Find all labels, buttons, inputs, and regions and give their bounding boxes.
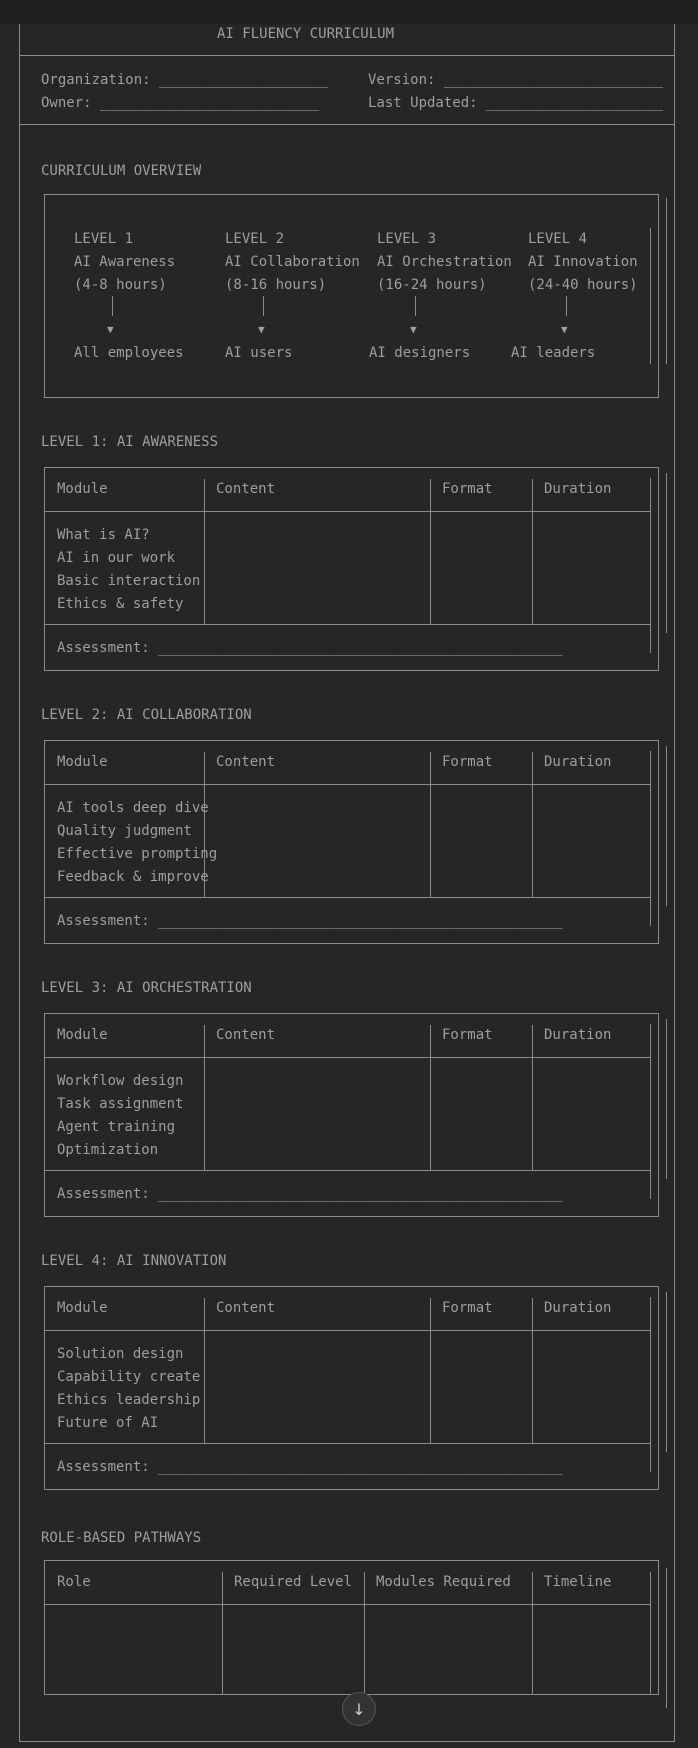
pathways-col-divider-1 bbox=[222, 1572, 223, 1694]
level-3-header-format: Format bbox=[442, 1027, 493, 1043]
owner-field: Owner: __________________________ bbox=[41, 95, 320, 111]
document-title: AI FLUENCY CURRICULUM bbox=[217, 26, 395, 42]
level-2-inner-rail bbox=[650, 751, 651, 926]
top-strip bbox=[0, 0, 698, 24]
level-4-hours: (24-40 hours) bbox=[528, 277, 638, 293]
level-2-label: LEVEL 2 bbox=[225, 231, 285, 247]
overview-inner-rail bbox=[650, 228, 651, 364]
level-3-hours: (16-24 hours) bbox=[377, 277, 487, 293]
level-2-col-divider-2 bbox=[430, 752, 431, 897]
level-3-col-divider-1 bbox=[204, 1025, 205, 1170]
level-3-inner-rail bbox=[650, 1024, 651, 1199]
level-4-header-divider bbox=[44, 1330, 650, 1331]
level-1-label: LEVEL 1 bbox=[74, 231, 134, 247]
level-3-module-row: Task assignment bbox=[57, 1096, 184, 1112]
level-2-module-row: Feedback & improve bbox=[57, 869, 209, 885]
level-2-assessment: Assessment: ________________________________________________ bbox=[57, 913, 563, 929]
pathways-header-required-level: Required Level bbox=[234, 1574, 353, 1590]
pathways-col-divider-2 bbox=[364, 1572, 365, 1694]
level-4-audience: AI leaders bbox=[511, 345, 596, 361]
level-4-label: LEVEL 4 bbox=[528, 231, 588, 247]
level-3-module-row: Workflow design bbox=[57, 1073, 184, 1089]
pathways-header-role: Role bbox=[57, 1574, 91, 1590]
header-divider bbox=[19, 124, 675, 125]
pathways-col-divider-3 bbox=[532, 1572, 533, 1694]
level-4-assessment-divider bbox=[44, 1443, 650, 1444]
level-1-header-content: Content bbox=[216, 481, 276, 497]
level-1-heading: LEVEL 1: AI AWARENESS bbox=[41, 434, 219, 450]
level-1-hours: (4-8 hours) bbox=[74, 277, 167, 293]
level-1-right-rail bbox=[666, 473, 667, 633]
level-3-header-content: Content bbox=[216, 1027, 276, 1043]
level-1-module-row: Basic interaction bbox=[57, 573, 201, 589]
level-1-col-divider-3 bbox=[532, 479, 533, 624]
level-2-arrow-icon: ▼ bbox=[258, 323, 265, 336]
level-4-col-divider-3 bbox=[532, 1298, 533, 1443]
level-4-assessment: Assessment: ________________________________________________ bbox=[57, 1459, 563, 1475]
level-2-module-row: Quality judgment bbox=[57, 823, 192, 839]
level-1-header-duration: Duration bbox=[544, 481, 612, 497]
title-divider bbox=[19, 55, 675, 56]
level-4-header-duration: Duration bbox=[544, 1300, 612, 1316]
level-4-module-row: Future of AI bbox=[57, 1415, 159, 1431]
level-1-inner-rail bbox=[650, 478, 651, 653]
level-4-inner-rail bbox=[650, 1297, 651, 1472]
level-1-name: AI Awareness bbox=[74, 254, 176, 270]
level-4-connector bbox=[566, 296, 567, 316]
level-4-module-row: Solution design bbox=[57, 1346, 184, 1362]
level-2-col-divider-3 bbox=[532, 752, 533, 897]
level-1-assessment: Assessment: ________________________________________________ bbox=[57, 640, 563, 656]
outer-bottom-border bbox=[19, 1741, 675, 1742]
pathways-header-divider bbox=[44, 1604, 650, 1605]
level-1-connector bbox=[112, 296, 113, 316]
level-1-module-row: AI in our work bbox=[57, 550, 176, 566]
pathways-heading: ROLE-BASED PATHWAYS bbox=[41, 1530, 202, 1546]
level-1-col-divider-1 bbox=[204, 479, 205, 624]
level-3-col-divider-3 bbox=[532, 1025, 533, 1170]
level-3-right-rail bbox=[666, 1019, 667, 1179]
level-3-heading: LEVEL 3: AI ORCHESTRATION bbox=[41, 980, 252, 996]
level-2-right-rail bbox=[666, 746, 667, 906]
level-4-arrow-icon: ▼ bbox=[561, 323, 568, 336]
level-3-name: AI Orchestration bbox=[377, 254, 512, 270]
level-3-header-divider bbox=[44, 1057, 650, 1058]
level-4-col-divider-2 bbox=[430, 1298, 431, 1443]
outer-left-border bbox=[19, 24, 20, 1742]
level-2-assessment-divider bbox=[44, 897, 650, 898]
organization-field: Organization: ____________________ bbox=[41, 72, 328, 88]
overview-right-rail bbox=[666, 198, 667, 364]
level-2-name: AI Collaboration bbox=[225, 254, 360, 270]
level-1-col-divider-2 bbox=[430, 479, 431, 624]
level-1-module-row: Ethics & safety bbox=[57, 596, 184, 612]
level-4-header-format: Format bbox=[442, 1300, 493, 1316]
level-2-connector bbox=[263, 296, 264, 316]
level-2-header-format: Format bbox=[442, 754, 493, 770]
level-2-heading: LEVEL 2: AI COLLABORATION bbox=[41, 707, 252, 723]
level-3-connector bbox=[415, 296, 416, 316]
level-4-right-rail bbox=[666, 1292, 667, 1452]
level-1-header-format: Format bbox=[442, 481, 493, 497]
overview-heading: CURRICULUM OVERVIEW bbox=[41, 163, 202, 179]
level-4-col-divider-1 bbox=[204, 1298, 205, 1443]
outer-right-border bbox=[674, 24, 675, 1742]
pathways-header-modules-required: Modules Required bbox=[376, 1574, 511, 1590]
level-4-name: AI Innovation bbox=[528, 254, 638, 270]
level-2-hours: (8-16 hours) bbox=[225, 277, 327, 293]
scroll-down-button[interactable] bbox=[342, 1692, 376, 1726]
level-4-module-row: Capability create bbox=[57, 1369, 201, 1385]
level-2-module-row: AI tools deep dive bbox=[57, 800, 209, 816]
level-2-audience: AI users bbox=[225, 345, 293, 361]
level-2-header-duration: Duration bbox=[544, 754, 612, 770]
level-2-module-row: Effective prompting bbox=[57, 846, 218, 862]
arrow-down-icon: ↓ bbox=[352, 1699, 366, 1719]
level-3-col-divider-2 bbox=[430, 1025, 431, 1170]
level-1-module-row: What is AI? bbox=[57, 527, 150, 543]
level-1-header-divider bbox=[44, 511, 650, 512]
level-4-header-content: Content bbox=[216, 1300, 276, 1316]
level-2-header-content: Content bbox=[216, 754, 276, 770]
level-3-label: LEVEL 3 bbox=[377, 231, 437, 247]
level-4-heading: LEVEL 4: AI INNOVATION bbox=[41, 1253, 227, 1269]
level-2-header-divider bbox=[44, 784, 650, 785]
pathways-header-timeline: Timeline bbox=[544, 1574, 612, 1590]
level-4-header-module: Module bbox=[57, 1300, 108, 1316]
level-1-assessment-divider bbox=[44, 624, 650, 625]
level-3-audience: AI designers bbox=[369, 345, 471, 361]
level-3-module-row: Agent training bbox=[57, 1119, 176, 1135]
version-field: Version: __________________________ bbox=[368, 72, 664, 88]
level-3-header-duration: Duration bbox=[544, 1027, 612, 1043]
last-updated-field: Last Updated: _____________________ bbox=[368, 95, 664, 111]
pathways-inner-rail bbox=[650, 1572, 651, 1694]
level-3-module-row: Optimization bbox=[57, 1142, 159, 1158]
level-3-assessment-divider bbox=[44, 1170, 650, 1171]
level-3-header-module: Module bbox=[57, 1027, 108, 1043]
level-4-module-row: Ethics leadership bbox=[57, 1392, 201, 1408]
level-1-audience: All employees bbox=[74, 345, 184, 361]
level-1-arrow-icon: ▼ bbox=[107, 323, 114, 336]
level-3-assessment: Assessment: ________________________________________________ bbox=[57, 1186, 563, 1202]
level-3-arrow-icon: ▼ bbox=[410, 323, 417, 336]
pathways-right-rail bbox=[666, 1568, 667, 1708]
level-1-header-module: Module bbox=[57, 481, 108, 497]
level-2-header-module: Module bbox=[57, 754, 108, 770]
